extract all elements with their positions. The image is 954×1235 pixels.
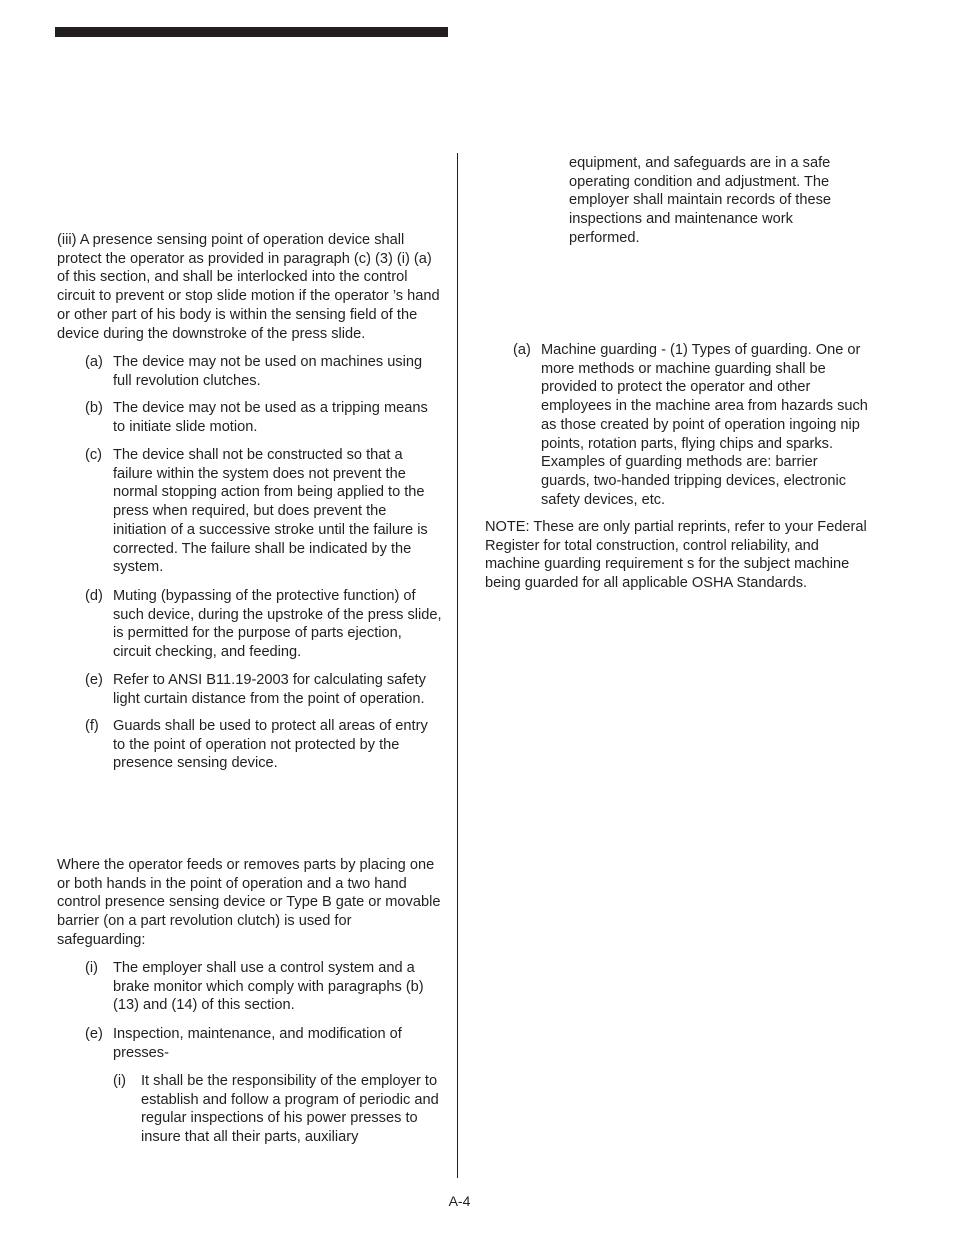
list-text: The employer shall use a control system and a brake monitor which comply with paragraphs (b) (13) and (14) of this section. (113, 960, 424, 1014)
list-text: Machine guarding - (1) Types of guarding. One or more methods or machine guarding shall be provided to protect the operator and other employees in the machine area from hazards such as those created by point of operation ingoing nip points, rotation parts, flying chips and sparks. Examples of guarding methods are: barrier guards, two-handed tripping devices, electronic safety devices, etc. (541, 342, 868, 508)
list-text: Guards shall be used to protect all areas of entry to the point of operation not protected by the presence sensing device. (113, 718, 428, 772)
list-text: Refer to ANSI B11.19-2003 for calculating safety light curtain distance from the point of operation. (113, 672, 426, 707)
list-marker: (b) (85, 400, 103, 416)
paragraph-where: Where the operator feeds or removes parts by placing one or both hands in the point of operation and a two hand control presence sensing device or Type B gate or movable barrier (on a part revolution clutch) is used for safeguarding: (57, 857, 441, 948)
page-number: A-4 (448, 1193, 471, 1209)
list-marker: (i) (113, 1073, 126, 1089)
list-text: The device may not be used on machines using full revolution clutches. (113, 354, 423, 389)
list-marker: (a) (513, 342, 531, 358)
list-text: It shall be the responsibility of the employer to establish and follow a program of periodic and regular inspections of his power presses to insure that all their parts, auxiliary (141, 1073, 439, 1146)
continuation-text: equipment, and safeguards are in a safe operating condition and adjustment. The employer shall maintain records of these inspections and maintenance work performed. (569, 155, 832, 246)
header-rule (55, 27, 448, 37)
list-marker: (i) (85, 960, 98, 976)
list-marker: (d) (85, 588, 103, 604)
list-text: The device may not be used as a tripping means to initiate slide motion. (113, 400, 428, 435)
list-text: Inspection, maintenance, and modification of presses- (113, 1026, 402, 1061)
list-marker: (e) (85, 1026, 103, 1042)
list-text: The device shall not be constructed so that a failure within the system does not prevent the normal stopping action from being applied to the press when required, but does prevent the initiation of a successive stroke until the failure is corrected. The failure shall be indicated by the system. (113, 447, 428, 576)
note-text: NOTE: These are only partial reprints, refer to your Federal Register for total construction, control reliability, and machine guarding requirement s for the subject machine being guarded for all applicable OSHA Standards. (485, 519, 867, 592)
list-marker: (a) (85, 354, 103, 370)
column-divider (457, 153, 458, 1178)
list-marker: (f) (85, 718, 99, 734)
list-marker: (e) (85, 672, 103, 688)
list-text: Muting (bypassing of the protective function) of such device, during the upstroke of the press slide, is permitted for the purpose of parts ejection, circuit checking, and feeding. (113, 588, 442, 661)
paragraph-iii: (iii) A presence sensing point of operation device shall protect the operator as provided in paragraph (c) (3) (i) (a) of this section, and shall be interlocked into the control circuit to prevent or stop slide motion if the operator ’s hand or other part of his body is within the sensing field of the device during the downstroke of the press slide. (57, 232, 440, 342)
list-marker: (c) (85, 447, 103, 463)
